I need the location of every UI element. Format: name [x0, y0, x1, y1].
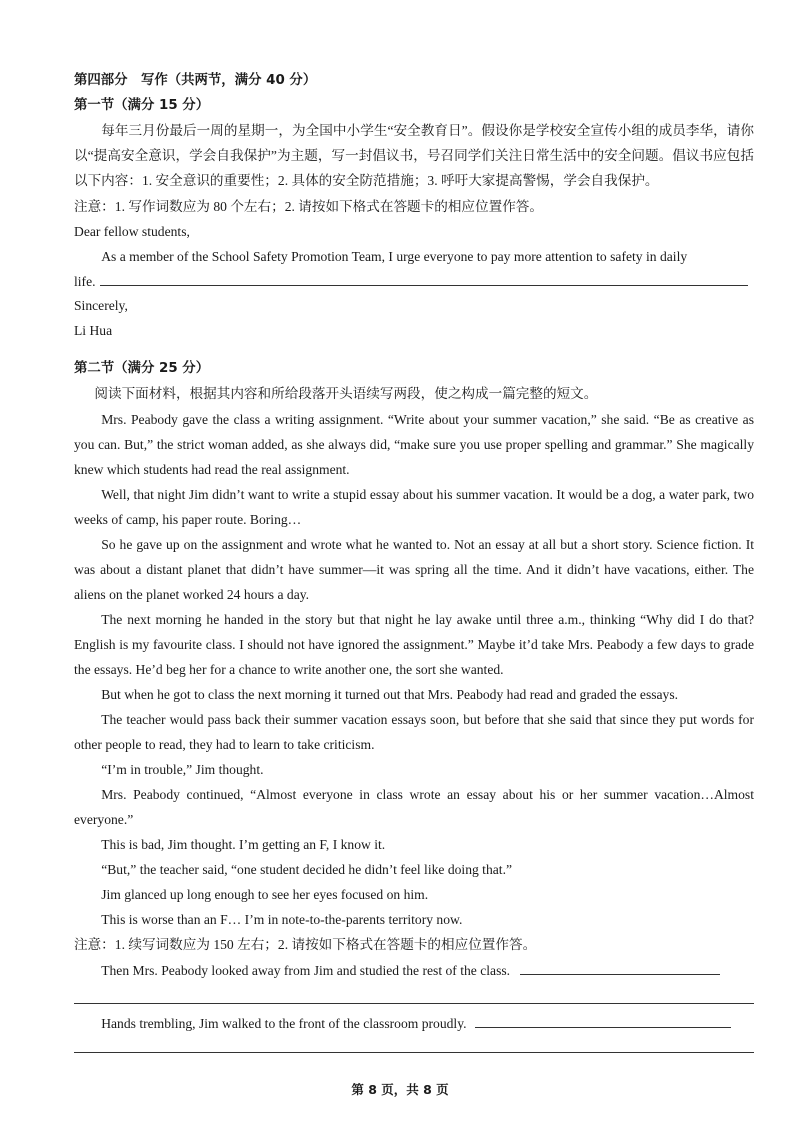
continuation-starter-1: [74, 958, 754, 983]
starter2-text: Hands trembling, Jim walked to the front of the classroom proudly.: [101, 1016, 467, 1031]
letter-greeting: Dear fellow students,: [74, 224, 190, 239]
page-footer: 第 8 页，共 8 页: [351, 1082, 449, 1097]
section1-heading: 第一节（满分 15 分）: [74, 98, 210, 113]
story-paragraph: This is bad, Jim thought. I’m getting an F, I know it.: [101, 837, 386, 852]
story-paragraph: The next morning he handed in the story but that night he lay awake until three a.m., thinking “Why did I do that? English is my favourite class. I should not have ignored the assignment.” Maybe it’d take Mrs. Peabody a few days to grade the essays. He’d beg her for a chance to write another one, the sort she wanted.: [74, 612, 754, 677]
story-paragraph: The teacher would pass back their summer vacation essays soon, but before that she said that since they put words for other people to read, they had to learn to take criticism.: [74, 712, 754, 752]
story-paragraph: “I’m in trouble,” Jim thought.: [101, 762, 264, 777]
part4-heading: 第四部分 写作（共两节，满分 40 分）: [74, 73, 317, 88]
letter-opening-line1: As a member of the School Safety Promotion Team, I urge everyone to pay more attention to safety in daily: [101, 249, 688, 264]
story-paragraph: But when he got to class the next morning it turned out that Mrs. Peabody had read and graded the essays.: [101, 687, 679, 702]
story-passage: [74, 407, 754, 932]
letter-opening-line2: [74, 269, 754, 294]
starter2-answer-line[interactable]: [475, 1011, 731, 1028]
story-paragraph: Mrs. Peabody continued, “Almost everyone in class wrote an essay about his or her summer vacation…Almost everyone.”: [74, 787, 754, 827]
section2-note: 注意：1. 续写词数应为 150 左右；2. 请按如下格式在答题卡的相应位置作答。: [74, 937, 537, 952]
section1-prompt-block: [74, 118, 754, 193]
letter-opening-life: life.: [74, 274, 96, 289]
section1-prompt: 每年三月份最后一周的星期一，为全国中小学生“安全教育日”。假设你是学校安全宣传小组的成员李华，请你以“提高安全意识，学会自我保护”为主题，写一封倡议书，号召同学们关注日常生活中的安全问题。倡议书应包括以下内容：1. 安全意识的重要性；2. 具体的安全防范措施；3. 呼吁大家提高警惕，学会自我保护。: [74, 123, 754, 188]
continuation-starter-2: [74, 1011, 754, 1036]
answer-rule[interactable]: [74, 1003, 754, 1004]
starter1-answer-line[interactable]: [520, 958, 720, 975]
story-paragraph: Well, that night Jim didn’t want to write a stupid essay about his summer vacation. It would be a dog, a water park, two weeks of camp, his paper route. Boring…: [74, 487, 754, 527]
section2-instruction-block: [74, 381, 754, 406]
starter1-text: Then Mrs. Peabody looked away from Jim and studied the rest of the class.: [101, 963, 511, 978]
section1-note: 注意：1. 写作词数应为 80 个左右；2. 请按如下格式在答题卡的相应位置作答。: [74, 199, 543, 214]
section2-instruction: 阅读下面材料，根据其内容和所给段落开头语续写两段，使之构成一篇完整的短文。: [94, 386, 598, 401]
letter-answer-line[interactable]: [100, 269, 748, 286]
story-paragraph: So he gave up on the assignment and wrote what he wanted to. Not an essay at all but a short story. Science fiction. It was about a distant planet that didn’t have summer—it was spring all the time. And it didn’t have vacations, either. The aliens on the planet worked 24 hours a day.: [74, 537, 754, 602]
story-paragraph: Jim glanced up long enough to see her eyes focused on him.: [101, 887, 429, 902]
letter-signature: Li Hua: [74, 323, 113, 338]
answer-rule[interactable]: [74, 1052, 754, 1053]
section2-heading: 第二节（满分 25 分）: [74, 361, 210, 376]
story-paragraph: This is worse than an F… I’m in note-to-the-parents territory now.: [101, 912, 463, 927]
story-paragraph: Mrs. Peabody gave the class a writing assignment. “Write about your summer vacation,” she said. “Be as creative as you can. But,” the strict woman added, as she always did, “make sure you use proper spelling and grammar.” She magically knew which students had read the real assignment.: [74, 412, 754, 477]
story-paragraph: “But,” the teacher said, “one student decided he didn’t feel like doing that.”: [101, 862, 513, 877]
letter-closing: Sincerely,: [74, 298, 128, 313]
letter-opening: [74, 244, 754, 294]
